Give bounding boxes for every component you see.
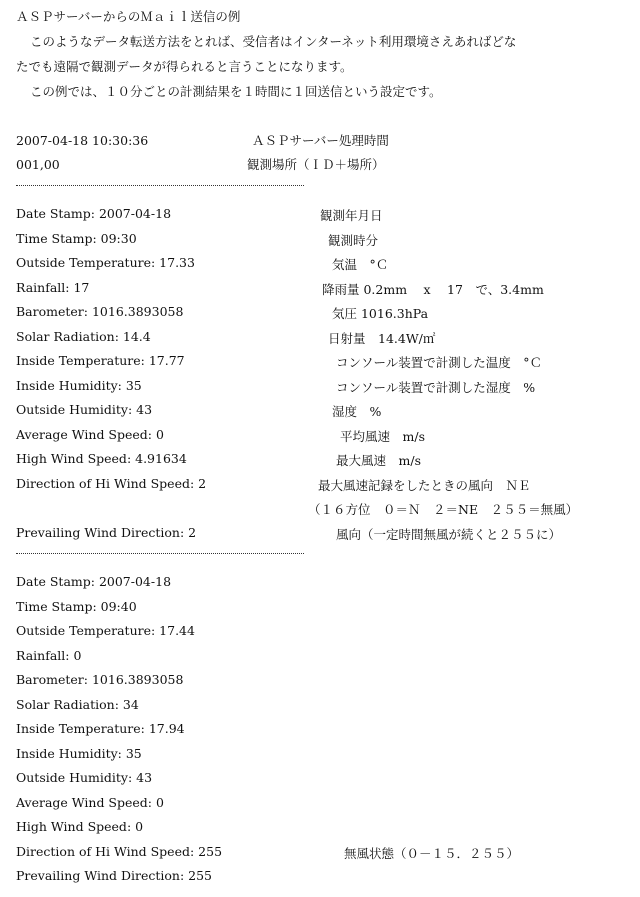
record-field: High Wind Speed: 4.91634 [16,451,187,466]
record-note: （１６方位 ０＝Ｎ ２＝NE ２５５＝無風） [308,502,579,517]
record-row [0,819,640,835]
record-note: 降雨量 0.2mm x 17 で、3.4mm [322,281,544,297]
document-title: ＡＳＰサーバーからのＭａｉｌ送信の例 [16,9,241,24]
record-row [0,721,640,737]
record-field: Outside Temperature: 17.33 [16,255,195,270]
record-row [0,574,640,590]
record-row [0,451,640,467]
record-field: Rainfall: 0 [16,647,82,663]
record-field: Prevailing Wind Direction: 255 [16,868,213,883]
record-field: Inside Humidity: 35 [16,377,142,393]
record-field: Solar Radiation: 34 [16,696,139,712]
record-row [0,672,640,688]
record-field: Solar Radiation: 14.4 [16,328,151,344]
record-row [0,623,640,639]
record-field: Date Stamp: 2007-04-18 [16,206,172,221]
record-row [0,402,640,418]
record-note: 気圧 1016.3hPa [332,306,429,321]
record-note: コンソール装置で計測した温度 °Ｃ [336,355,543,370]
record-field: Direction of Hi Wind Speed: 2 [16,475,207,491]
record-field: Inside Temperature: 17.94 [16,721,185,736]
record-note: 気温 °Ｃ [332,257,389,272]
record-field: Prevailing Wind Direction: 2 [16,524,197,540]
record-field: High Wind Speed: 0 [16,819,144,834]
record-row [0,648,640,664]
record-field: Average Wind Speed: 0 [16,426,164,442]
record-row [0,868,640,884]
record-field: Rainfall: 17 [16,279,90,295]
record-row [0,427,640,443]
record-note: 湿度 % [332,404,382,419]
record-field: Outside Humidity: 43 [16,770,153,785]
record-note: 風向（一定時間無風が続くと２５５に） [336,526,562,542]
record-field: Direction of Hi Wind Speed: 255 [16,843,223,859]
record-field: Inside Temperature: 17.77 [16,353,185,368]
record-field: Average Wind Speed: 0 [16,794,164,810]
record-field: Inside Humidity: 35 [16,745,142,761]
record-row [0,280,640,296]
record-row [0,697,640,713]
record-field: Time Stamp: 09:30 [16,230,137,246]
intro-line-1: このようなデータ転送方法をとれば、受信者はインターネット利用環境さえあればどな [30,34,517,49]
record-field: Barometer: 1016.3893058 [16,672,184,687]
location-note: 観測場所（ＩＤ＋場所） [247,157,385,172]
record-note: 無風状態（０－１５．２５５） [344,845,520,861]
record-row [0,353,640,369]
record-row [0,304,640,320]
record-note: 最大風速 m/s [336,453,421,468]
server-timestamp-note: ＡＳＰサーバー処理時間 [252,133,389,148]
record-field: Outside Humidity: 43 [16,402,153,417]
record-row [0,255,640,271]
record-note: 日射量 14.4W/㎡ [328,330,436,346]
dotted-separator-2 [16,553,304,554]
record-note: 観測年月日 [320,208,383,223]
record-row [0,329,640,345]
record-field: Outside Temperature: 17.44 [16,623,195,638]
record-row [0,795,640,811]
location-id: 001,00 [16,157,60,172]
record-row [0,378,640,394]
record-note: 平均風速 m/s [340,428,425,444]
record-row [0,206,640,222]
record-note: コンソール装置で計測した湿度 % [336,379,536,395]
record-row [0,746,640,762]
intro-line-3: この例では、１０分ごとの計測結果を１時間に１回送信という設定です。 [30,84,442,99]
record-note: 最大風速記録をしたときの風向 ＮＥ [318,477,531,493]
server-timestamp: 2007-04-18 10:30:36 [16,133,149,148]
record-row [0,525,640,541]
record-row [0,476,640,492]
intro-line-2: たでも遠隔で観測データが得られると言うことになります。 [16,59,353,74]
record-row [0,770,640,786]
record-note: 観測時分 [328,232,379,248]
record-row [0,231,640,247]
record-field: Date Stamp: 2007-04-18 [16,574,172,589]
record-field: Time Stamp: 09:40 [16,598,137,614]
record-field: Barometer: 1016.3893058 [16,304,184,319]
dotted-separator-1 [16,185,304,186]
record-row [0,844,640,860]
record-row [0,599,640,615]
record-row [0,500,640,516]
